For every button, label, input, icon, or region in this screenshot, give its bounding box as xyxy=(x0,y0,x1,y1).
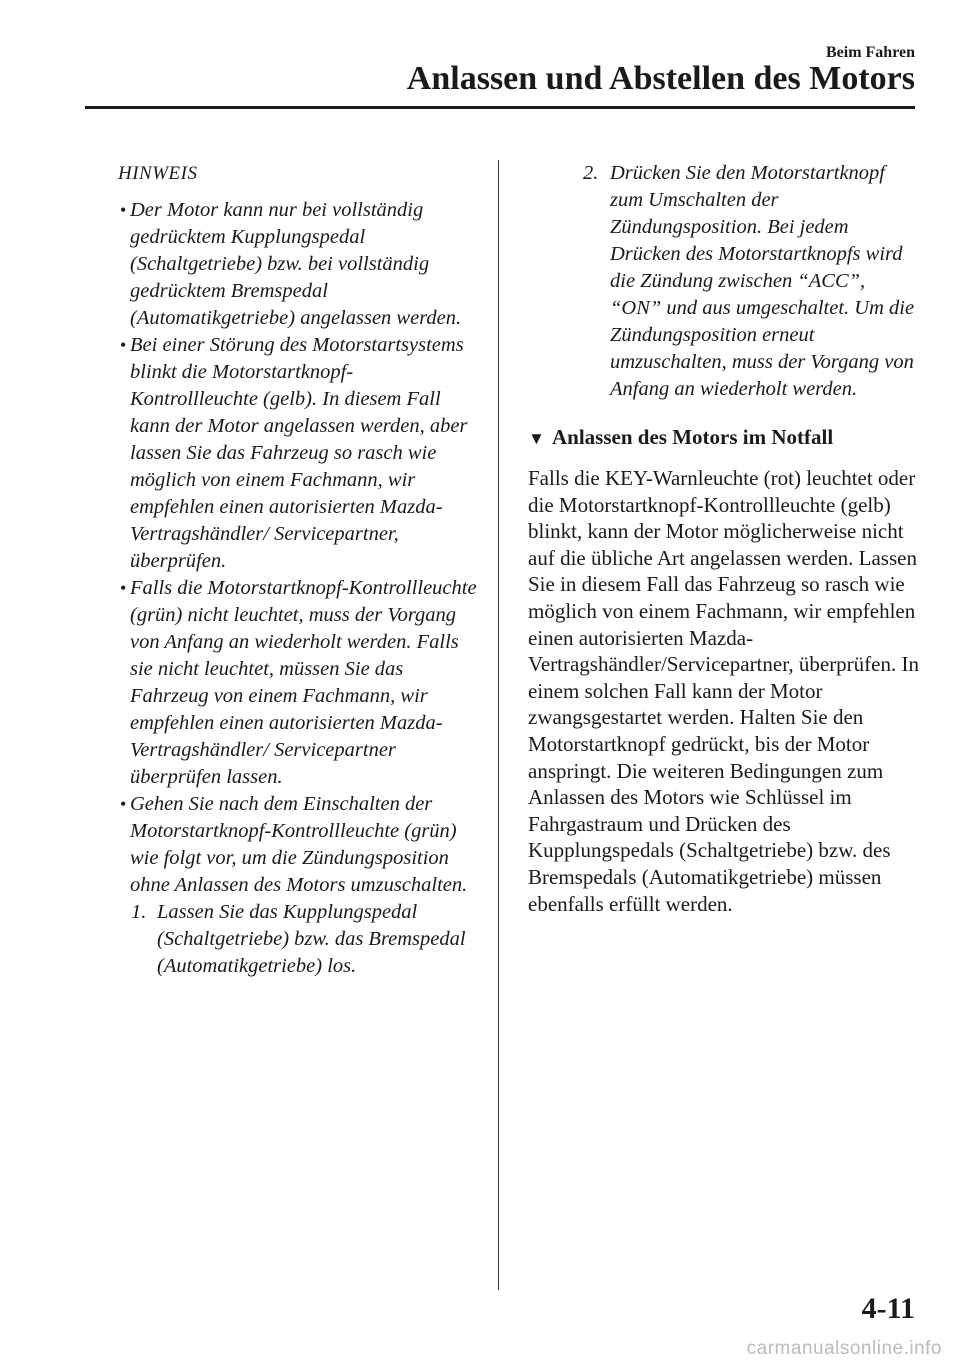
header-section-label: Beim Fahren xyxy=(825,44,915,61)
step-text: Lassen Sie das Kupplungspedal (Schaltgetriebe) bzw. das Bremspedal (Automatikgetriebe) los. xyxy=(157,901,466,977)
section-heading xyxy=(528,423,920,451)
bullet-dot-icon: • xyxy=(120,794,127,814)
column-divider xyxy=(498,160,499,1290)
note-bullet xyxy=(100,575,480,791)
watermark: carmanualsonline.info xyxy=(746,1338,942,1359)
left-column xyxy=(100,160,480,980)
header-divider xyxy=(85,106,915,109)
page-title: Anlassen und Abstellen des Motors xyxy=(406,60,915,97)
note-bullet-text: Falls die Motorstartknopf-Kontrollleuchte (grün) nicht leuchtet, muss der Vorgang von Anfang an wiederholt werden. Falls sie nicht leuchtet, müssen Sie das Fahrzeug von einem Fachmann, wir empfehlen einen autorisierten Mazda-Vertragshändler/ Servicepartner überprüfen lassen. xyxy=(130,577,477,788)
step-number: 2. xyxy=(583,162,599,184)
note-bullet-text: Bei einer Störung des Motorstartsystems blinkt die Motorstartknopf-Kontrollleuchte (gelb). In diesem Fall kann der Motor angelassen werden, aber lassen Sie das Fahrzeug so rasch wie möglich von einem Fachmann, wir empfehlen einen autorisierten Mazda-Vertragshändler/ Servicepartner, überprüfen. xyxy=(130,334,468,572)
step-number: 1. xyxy=(131,901,147,923)
note-bullet-text: Gehen Sie nach dem Einschalten der Motorstartknopf-Kontrollleuchte (grün) wie folgt vor, um die Zündungsposition ohne Anlassen des Motors umzuschalten. xyxy=(130,793,468,896)
step-text: Drücken Sie den Motorstartknopf zum Umschalten der Zündungsposition. Bei jedem Drücken des Motorstartknopfs wird die Zündung zwischen “ACC”, “ON” und aus umgeschaltet. Um die Zündungsposition erneut umzuschalten, muss der Vorgang von Anfang an wiederholt werden. xyxy=(610,162,915,400)
note-bullet xyxy=(100,332,480,575)
note-bullet-text: Der Motor kann nur bei vollständig gedrücktem Kupplungspedal (Schaltgetriebe) bzw. bei vollständig gedrücktem Bremspedal (Automatikgetriebe) angelassen werden. xyxy=(130,199,462,329)
note-step xyxy=(528,160,920,403)
note-bullet xyxy=(100,197,480,332)
note-step xyxy=(100,899,480,980)
note-title: HINWEIS xyxy=(118,163,198,184)
bullet-dot-icon: • xyxy=(120,200,127,220)
page-number: 4-11 xyxy=(861,1292,915,1325)
right-column xyxy=(528,160,920,938)
bullet-dot-icon: • xyxy=(120,578,127,598)
bullet-dot-icon: • xyxy=(120,335,127,355)
section-body: Falls die KEY-Warnleuchte (rot) leuchtet oder die Motorstartknopf-Kontrollleuchte (gelb) blinkt, kann der Motor möglicherweise nicht auf die übliche Art angelassen werden. Lassen Sie in diesem Fall das Fahrzeug so rasch wie möglich von einem Fachmann, wir empfehlen einen autorisierten Mazda-Vertragshändler/Servicepartner, überprüfen. In einem solchen Fall kann der Motor zwangsgestartet werden. Halten Sie den Motorstartknopf gedrückt, bis der Motor anspringt. Die weiteren Bedingungen zum Anlassen des Motors wie Schlüssel im Fahrgastraum und Drücken des Kupplungspedals (Schaltgetriebe) bzw. des Bremspedals (Automatikgetriebe) müssen ebenfalls erfüllt werden. xyxy=(528,466,919,916)
section-heading-text: Anlassen des Motors im Notfall xyxy=(552,425,834,449)
note-bullet xyxy=(100,791,480,899)
triangle-down-icon: ▼ xyxy=(528,429,545,448)
